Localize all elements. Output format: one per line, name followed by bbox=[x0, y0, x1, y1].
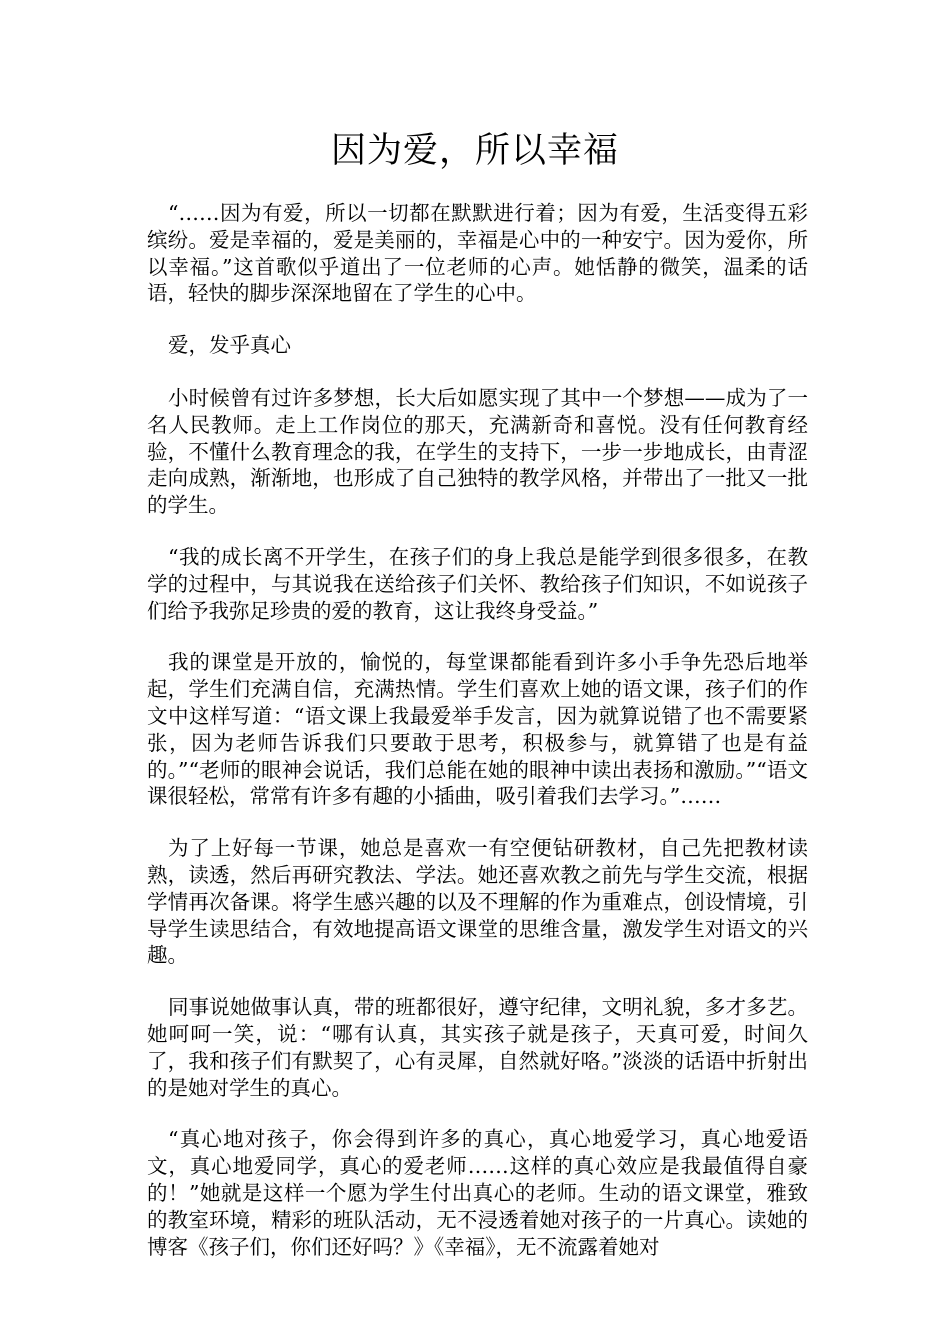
paragraph-childhood-dream: 小时候曾有过许多梦想，长大后如愿实现了其中一个梦想——成为了一名人民教师。走上工作岗位的那天，充满新奇和喜悦。没有任何教育经验，不懂什么教育理念的我，在学生的支持下，一步一步地成长，由青涩走向成熟，渐渐地，也形成了自己独特的教学风格，并带出了一批又一批的学生。 bbox=[147, 385, 808, 518]
document-body bbox=[147, 200, 808, 1285]
document-title: 因为爱，所以幸福 bbox=[330, 131, 619, 171]
paragraph-lesson-prep: 为了上好每一节课，她总是喜欢一有空便钻研教材，自己先把教材读熟，读透，然后再研究教法、学法。她还喜欢教之前先与学生交流，根据学情再次备课。将学生感兴趣的以及不理解的作为重难点，创设情境，引导学生读思结合，有效地提高语文课堂的思维含量，激发学生对语文的兴趣。 bbox=[147, 836, 808, 968]
paragraph-colleagues: 同事说她做事认真，带的班都很好，遵守纪律，文明礼貌，多才多艺。她呵呵一笑，说：“哪有认真，其实孩子就是孩子，天真可爱，时间久了，我和孩子们有默契了，心有灵犀，自然就好咯。”淡淡的话语中折射出的是她对学生的真心。 bbox=[147, 995, 808, 1100]
paragraph-intro: “……因为有爱，所以一切都在默默进行着；因为有爱，生活变得五彩缤纷。爱是幸福的，爱是美丽的，幸福是心中的一种安宁。因为爱你，所以幸福。”这首歌似乎道出了一位老师的心声。她恬静的微笑，温柔的话语，轻快的脚步深深地留在了学生的心中。 bbox=[147, 201, 808, 306]
paragraph-classroom: 我的课堂是开放的，愉悦的，每堂课都能看到许多小手争先恐后地举起，学生们充满自信，充满热情。学生们喜欢上她的语文课，孩子们的作文中这样写道：“语文课上我最爱举手发言，因为就算说错了也不需要紧张，因为老师告诉我们只要敢于思考，积极参与，就算错了也是有益的。”“老师的眼神会说话，我们总能在她的眼神中读出表扬和激励。”“语文课很轻松，常常有许多有趣的小插曲，吸引着我们去学习。”…… bbox=[147, 650, 808, 809]
paragraph-growth-quote: “我的成长离不开学生，在孩子们的身上我总是能学到很多很多，在教学的过程中，与其说我在送给孩子们关怀、教给孩子们知识，不如说孩子们给予我弥足珍贵的爱的教育，这让我终身受益。” bbox=[147, 544, 808, 623]
paragraph-sincerity: “真心地对孩子，你会得到许多的真心，真心地爱学习，真心地爱语文，真心地爱同学，真心的爱老师……这样的真心效应是我最值得自豪的！”她就是这样一个愿为学生付出真心的老师。生动的语文课堂，雅致的教室环境，精彩的班队活动，无不浸透着她对孩子的一片真心。读她的博客《孩子们，你们还好吗？》《幸福》，无不流露着她对 bbox=[147, 1127, 808, 1259]
section-heading: 爱，发乎真心 bbox=[168, 333, 291, 358]
